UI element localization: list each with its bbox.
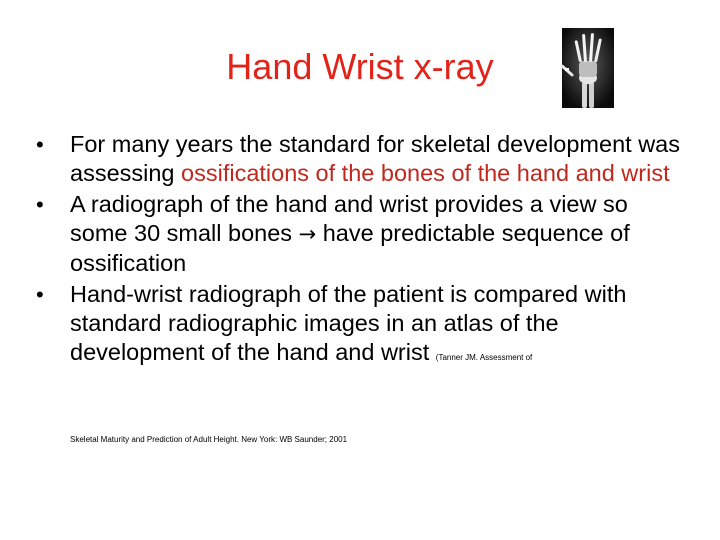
citation-start: (Tanner JM. Assessment of — [435, 353, 533, 362]
citation-end: Skeletal Maturity and Prediction of Adult Height. New York: WB Saunder; 2001 — [70, 435, 348, 444]
bullet-text: Hand-wrist radiograph of the patient is compared with standard radiographic images in an atlas of the development of the hand and wrist — [70, 281, 627, 365]
bullet-text: For many years the standard for skeletal development was assessing — [70, 131, 680, 186]
bullet-item — [36, 130, 686, 188]
bullet-text-continued: have predictable sequence of ossification — [70, 220, 630, 276]
hand-xray-image — [562, 28, 614, 108]
bullet-text: A radiograph of the hand and wrist provides a view so some 30 small bones — [70, 191, 628, 246]
arrow-right-icon: → — [298, 222, 317, 246]
bullet-list — [36, 130, 686, 369]
highlighted-text: ossifications of the bones of the hand and wrist — [181, 160, 670, 186]
bullet-dot: • — [36, 132, 44, 157]
bullet-item — [36, 190, 686, 278]
bullet-item — [36, 280, 686, 367]
bullet-dot: • — [36, 282, 44, 307]
bullet-dot: • — [36, 192, 44, 217]
slide-title: Hand Wrist x-ray — [226, 46, 494, 87]
